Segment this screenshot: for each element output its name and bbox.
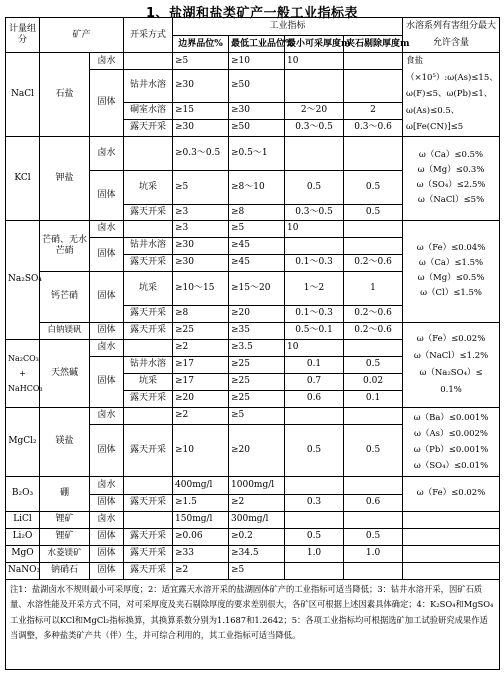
min-grade-cell: ≥35 — [229, 322, 285, 339]
boundary-cell: ≥17 — [173, 373, 229, 390]
method-cell: 钻井水溶 — [124, 356, 173, 373]
harmful-line: ω（SO₄）≤2.5% — [416, 180, 486, 190]
method-cell: 坑采 — [124, 170, 173, 204]
waste-cell: 0.2～0.6 — [344, 254, 403, 271]
type-cell: 固体 — [90, 494, 124, 511]
type-cell: 卤水 — [90, 53, 124, 70]
mineral-cell: 锂矿 — [40, 511, 90, 528]
min-grade-cell: ≥45 — [229, 237, 285, 254]
method-cell: 露天开采 — [124, 494, 173, 511]
min-grade-cell: ≥25 — [229, 356, 285, 373]
waste-cell: 1 — [344, 271, 403, 305]
waste-cell: 0.6 — [344, 494, 403, 511]
min-grade-cell: ≥25 — [229, 373, 285, 390]
mineral-cell: 石盐 — [40, 53, 90, 137]
type-cell: 卤水 — [90, 476, 124, 494]
thickness-cell: 0.5 — [285, 424, 344, 476]
type-cell: 固体 — [90, 237, 124, 271]
page-title: 1、盐湖和盐类矿产一般工业指标表 — [145, 6, 359, 21]
boundary-cell: ≥17 — [173, 356, 229, 373]
min-grade-cell: ≥34.5 — [229, 545, 285, 562]
harmful-line: ω（Ca）≤0.5% — [418, 150, 484, 160]
waste-cell: 0.5 — [344, 356, 403, 373]
thickness-cell: 0.1～0.3 — [285, 254, 344, 271]
waste-cell — [344, 407, 403, 424]
harmful-line: ω（Fe）≤0.04% — [416, 243, 486, 253]
thickness-cell: 0.5～0.1 — [285, 322, 344, 339]
harmful-line: ω（Mg）≤0.3% — [417, 165, 485, 175]
min-grade-cell: ≥45 — [229, 254, 285, 271]
min-grade-cell: ≥50 — [229, 119, 285, 136]
thickness-cell — [285, 237, 344, 254]
type-cell: 卤水 — [90, 511, 124, 528]
waste-cell: 0.2～0.6 — [344, 322, 403, 339]
thickness-cell: 0.5 — [285, 170, 344, 204]
mineral-cell: 硼 — [40, 476, 90, 511]
method-cell: 露天开采 — [124, 390, 173, 407]
harmful-line: ω（Pb）≤0.001% — [413, 444, 489, 455]
boundary-cell: ≥8 — [173, 305, 229, 322]
min-grade-cell: ≥10 — [229, 53, 285, 70]
thickness-cell: 10 — [285, 53, 344, 70]
group-cell: B₂O₃ — [6, 476, 40, 511]
min-grade-cell: ≥5 — [229, 220, 285, 237]
thickness-cell: 1～2 — [285, 271, 344, 305]
boundary-cell: ≥5 — [173, 53, 229, 70]
type-cell: 固体 — [90, 70, 124, 137]
min-grade-cell: ≥15～20 — [229, 271, 285, 305]
method-cell: 露天开采 — [124, 322, 173, 339]
mineral-cell: 天然碱 — [40, 339, 90, 407]
method-cell: 露天开采 — [124, 305, 173, 322]
group-cell: Na₂CO₃ + NaHCO₃ — [6, 339, 40, 407]
type-cell: 固体 — [90, 271, 124, 322]
harmful-line: ω（Mg）≤0.5% — [417, 273, 485, 283]
method-cell: 钻井水溶 — [124, 70, 173, 103]
waste-cell — [344, 136, 403, 170]
min-grade-cell: ≥8～10 — [229, 170, 285, 204]
waste-cell: 0.2～0.6 — [344, 305, 403, 322]
harmful-line: ω（Fe）≤0.02% — [416, 333, 486, 344]
waste-cell: 0.02 — [344, 373, 403, 390]
header-min-grade: 最低工业品位% — [229, 36, 285, 53]
type-cell: 固体 — [90, 170, 124, 220]
waste-cell: 2 — [344, 102, 403, 119]
group-cell: MgO — [6, 545, 40, 562]
waste-cell — [344, 476, 403, 494]
harmful-cell — [403, 136, 500, 220]
mineral-cell: 镁盐 — [40, 407, 90, 476]
method-cell: 露天开采 — [124, 119, 173, 136]
type-cell: 固体 — [90, 528, 124, 545]
waste-cell: 0.1 — [344, 390, 403, 407]
type-cell: 固体 — [90, 356, 124, 407]
thickness-cell — [285, 136, 344, 170]
type-cell: 固体 — [90, 322, 124, 339]
waste-cell — [344, 220, 403, 237]
group-cell: Na₂SO₄ — [6, 220, 40, 339]
group-cell: Li₂O — [6, 528, 40, 545]
min-grade-cell: ≥3.5 — [229, 339, 285, 356]
waste-cell: 1.0 — [344, 545, 403, 562]
header-harmful: 水溶系列有害组分最大允许含量 — [403, 18, 500, 53]
method-cell: 坑采 — [124, 271, 173, 305]
indicator-table — [5, 17, 500, 670]
header-waste-thickness: 夹石剔除厚度m — [344, 36, 403, 53]
thickness-cell — [285, 407, 344, 424]
type-cell: 卤水 — [90, 339, 124, 356]
method-cell: 钻井水溶 — [124, 237, 173, 254]
boundary-cell: 400mg/l — [173, 476, 229, 494]
harmful-cell — [403, 322, 500, 407]
boundary-cell: ≥10～15 — [173, 271, 229, 305]
header-boundary-grade: 边界品位% — [173, 36, 229, 53]
boundary-cell: ≥10 — [173, 424, 229, 476]
group-cell: NaNO₃ — [6, 562, 40, 579]
boundary-cell: ≥0.06 — [173, 528, 229, 545]
thickness-cell: 0.3 — [285, 494, 344, 511]
harmful-cell: ω（Fe）≤0.02% — [403, 476, 500, 511]
waste-cell: 0.3～0.6 — [344, 119, 403, 136]
harmful-cell: 食盐（×10⁵）:ω(As)≤15、ω(F)≤5、ω(Pb)≤1、ω(As)≤0.5、ω[Fe(CN)]≤5 — [403, 53, 500, 137]
header-method: 开采方式 — [124, 18, 173, 53]
method-cell: 硐室水溶 — [124, 102, 173, 119]
min-grade-cell: ≥20 — [229, 305, 285, 322]
mineral-cell: 钠硝石 — [40, 562, 90, 579]
group-cell: MgCl₂ — [6, 407, 40, 476]
mineral-cell: 水菱镁矿 — [40, 545, 90, 562]
boundary-cell: ≥3 — [173, 204, 229, 220]
header-mineral: 矿产 — [40, 18, 124, 53]
boundary-cell: ≥25 — [173, 322, 229, 339]
boundary-cell: ≥30 — [173, 254, 229, 271]
min-grade-cell: ≥8 — [229, 204, 285, 220]
min-grade-cell: ≥20 — [229, 424, 285, 476]
harmful-cell — [403, 407, 500, 476]
header-min-thickness: 最小可采厚度m — [285, 36, 344, 53]
harmful-line: 0.1% — [440, 384, 462, 395]
harmful-line: ω（Ca）≤1.5% — [418, 258, 484, 268]
header-group: 计量组分 — [6, 18, 40, 53]
boundary-cell: ≥15 — [173, 102, 229, 119]
waste-cell: 0.5 — [344, 528, 403, 545]
harmful-line: ω（Ba）≤0.001% — [413, 412, 489, 423]
boundary-cell: ≥33 — [173, 545, 229, 562]
thickness-cell: 0.7 — [285, 373, 344, 390]
mineral-cell: 锂矿 — [40, 528, 90, 545]
thickness-cell: 0.1～0.3 — [285, 305, 344, 322]
footnote: 注1：盐湖卤水不规则最小可采厚度；2：适宜露天水溶开采的盐湖固体矿产的工业指标可适当降低；3：钻井水溶开采，因矿石质量、水溶性能及开采方式不同，对可采厚度及夹石剔除厚度的要求差别很大，各矿区可根据上述因素具体确定；4：K₂SO₄和MgSO₄工业指标可以KCl和MgCl₂指标换算，其换算系数分别为1.1687和1.2642；5：各项工业指标均可根据选矿加工试验研究成果作适当调整，多种盐类矿产共（伴）生，并可综合利用的，其工业指标可适当降低。 — [6, 579, 500, 669]
harmful-cell — [403, 220, 500, 322]
boundary-cell: ≥30 — [173, 70, 229, 103]
boundary-cell: ≥30 — [173, 119, 229, 136]
method-cell: 露天开采 — [124, 204, 173, 220]
thickness-cell: 10 — [285, 220, 344, 237]
min-grade-cell: ≥2 — [229, 494, 285, 511]
group-cell: LiCl — [6, 511, 40, 528]
waste-cell — [344, 53, 403, 70]
harmful-line: ω（NaCl）≤5% — [417, 195, 485, 205]
boundary-cell: ≥30 — [173, 237, 229, 254]
min-grade-cell: ≥5 — [229, 562, 285, 579]
method-cell: 露天开采 — [124, 424, 173, 476]
method-cell: 露天开采 — [124, 254, 173, 271]
boundary-cell: ≥0.3～0.5 — [173, 136, 229, 170]
boundary-cell: ≥20 — [173, 390, 229, 407]
boundary-cell: 150mg/l — [173, 511, 229, 528]
thickness-cell: 0.5 — [285, 528, 344, 545]
method-cell: 露天开采 — [124, 528, 173, 545]
min-grade-cell: ≥30 — [229, 102, 285, 119]
mineral-cell: 钙芒硝 — [40, 271, 90, 322]
thickness-cell — [285, 476, 344, 494]
waste-cell — [344, 339, 403, 356]
waste-cell — [344, 70, 403, 103]
boundary-cell: ≥5 — [173, 170, 229, 204]
min-grade-cell: ≥25 — [229, 390, 285, 407]
harmful-line: ω（Na₂SO₄）≤ — [419, 367, 483, 378]
waste-cell: 0.5 — [344, 204, 403, 220]
min-grade-cell: ≥0.2 — [229, 528, 285, 545]
thickness-cell: 0.6 — [285, 390, 344, 407]
thickness-cell: 0.3～0.5 — [285, 119, 344, 136]
min-grade-cell: 300mg/l — [229, 511, 285, 528]
thickness-cell: 0.1 — [285, 356, 344, 373]
min-grade-cell: ≥50 — [229, 70, 285, 103]
type-cell: 卤水 — [90, 220, 124, 237]
harmful-line: ω（NaCl）≤1.2% — [413, 350, 489, 361]
thickness-cell — [285, 70, 344, 103]
method-cell: 坑采 — [124, 373, 173, 390]
harmful-line: ω（SO₄）≤0.01% — [413, 460, 489, 471]
thickness-cell: 2～20 — [285, 102, 344, 119]
mineral-cell: 芒硝、无水芒硝 — [40, 220, 90, 271]
method-cell: 露天开采 — [124, 545, 173, 562]
method-cell: 露天开采 — [124, 562, 173, 579]
type-cell: 固体 — [90, 545, 124, 562]
boundary-cell: ≥2 — [173, 339, 229, 356]
type-cell: 固体 — [90, 424, 124, 476]
thickness-cell: 1.0 — [285, 545, 344, 562]
type-cell: 卤水 — [90, 407, 124, 424]
group-cell: KCl — [6, 136, 40, 220]
min-grade-cell: ≥5 — [229, 407, 285, 424]
boundary-cell: ≥2 — [173, 407, 229, 424]
min-grade-cell: ≥0.5～1 — [229, 136, 285, 170]
harmful-line: ω（Cl）≤1.5% — [420, 288, 482, 298]
type-cell: 固体 — [90, 562, 124, 579]
min-grade-cell: 1000mg/l — [229, 476, 285, 494]
header-industrial: 工业指标 — [173, 18, 403, 36]
type-cell: 卤水 — [90, 136, 124, 170]
thickness-cell: 10 — [285, 339, 344, 356]
boundary-cell: ≥3 — [173, 220, 229, 237]
thickness-cell: 0.3～0.5 — [285, 204, 344, 220]
waste-cell: 0.5 — [344, 424, 403, 476]
mineral-cell: 白钠镁矾 — [40, 322, 90, 339]
waste-cell — [344, 237, 403, 254]
harmful-line: ω（As）≤0.002% — [414, 428, 489, 439]
waste-cell: 0.5 — [344, 170, 403, 204]
boundary-cell: ≥1.5 — [173, 494, 229, 511]
group-cell: NaCl — [6, 53, 40, 137]
boundary-cell: ≥2 — [173, 562, 229, 579]
mineral-cell: 钾盐 — [40, 136, 90, 220]
